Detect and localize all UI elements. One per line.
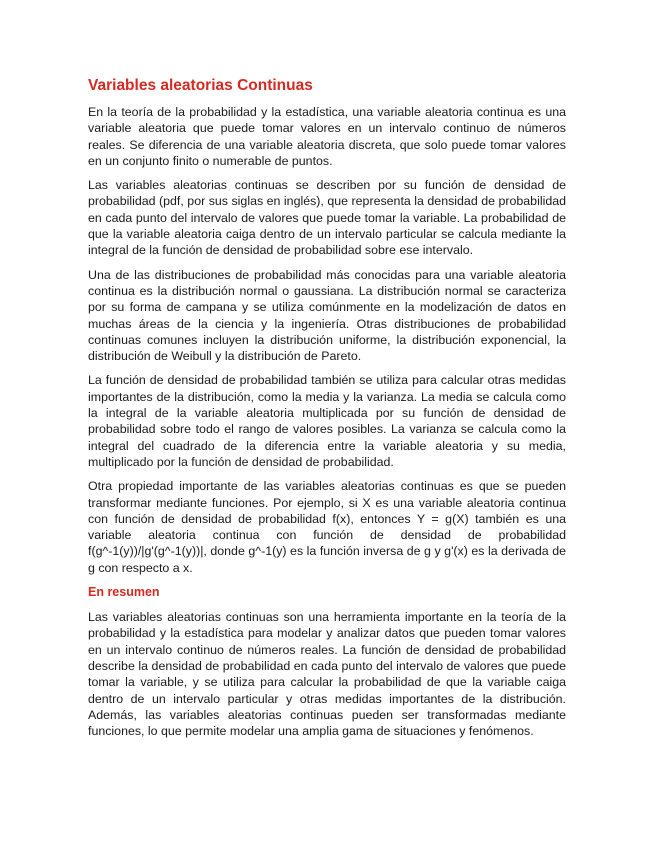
document-title: Variables aleatorias Continuas xyxy=(88,77,313,94)
summary-heading: En resumen xyxy=(88,585,160,600)
paragraph-summary: Las variables aleatorias continuas son una herramienta importante en la teoría de la probabilidad y la estadística para modelar y analizar datos que pueden tomar valores en un intervalo continuo de números reales. La función de densidad de probabilidad describe la densidad de probabilidad en cada punto del intervalo de valores que puede tomar la variable, y se utiliza para calcular la probabilidad de que la variable caiga dentro de un intervalo particular y otras medidas importantes de la distribución. Además, las variables aleatorias continuas pueden ser transformadas mediante funciones, lo que permite modelar una amplia gama de situaciones y fenómenos. xyxy=(88,610,566,739)
paragraph-pdf: Las variables aleatorias continuas se describen por su función de densidad de probabilidad (pdf, por sus siglas en inglés), que representa la densidad de probabilidad en cada punto del intervalo de valores que puede tomar la variable. La probabilidad de que la variable aleatoria caiga dentro de un intervalo particular se calcula mediante la integral de la función de densidad de probabilidad sobre ese intervalo. xyxy=(88,178,566,258)
document-page xyxy=(88,76,566,747)
paragraph-transformations: Otra propiedad importante de las variables aleatorias continuas es que se pueden transformar mediante funciones. Por ejemplo, si X es una variable aleatoria continua con función de densidad de probabilidad f(x), entonces Y = g(X) también es una variable aleatoria continua con función de densidad de probabilidad f(g^-1(y))/|g'(g^-1(y))|, donde g^-1(y) es la función inversa de g y g'(x) es la derivada de g con respecto a x. xyxy=(88,479,566,575)
paragraph-intro: En la teoría de la probabilidad y la estadística, una variable aleatoria continua es una variable aleatoria que puede tomar valores en un intervalo continuo de números reales. Se diferencia de una variable aleatoria discreta, que solo puede tomar valores en un conjunto finito o numerable de puntos. xyxy=(88,105,566,168)
paragraph-distributions: Una de las distribuciones de probabilidad más conocidas para una variable aleatoria continua es la distribución normal o gaussiana. La distribución normal se caracteriza por su forma de campana y se utiliza comúnmente en la modelización de datos en muchas áreas de la ciencia y la ingeniería. Otras distribuciones de probabilidad continuas comunes incluyen la distribución uniforme, la distribución exponencial, la distribución de Weibull y la distribución de Pareto. xyxy=(88,267,566,364)
paragraph-mean-variance: La función de densidad de probabilidad también se utiliza para calcular otras medidas importantes de la distribución, como la media y la varianza. La media se calcula como la integral de la variable aleatoria multiplicada por su función de densidad de probabilidad sobre todo el rango de valores posibles. La varianza se calcula como la integral del cuadrado de la diferencia entre la variable aleatoria y su media, multiplicado por la función de densidad de probabilidad. xyxy=(88,373,566,469)
